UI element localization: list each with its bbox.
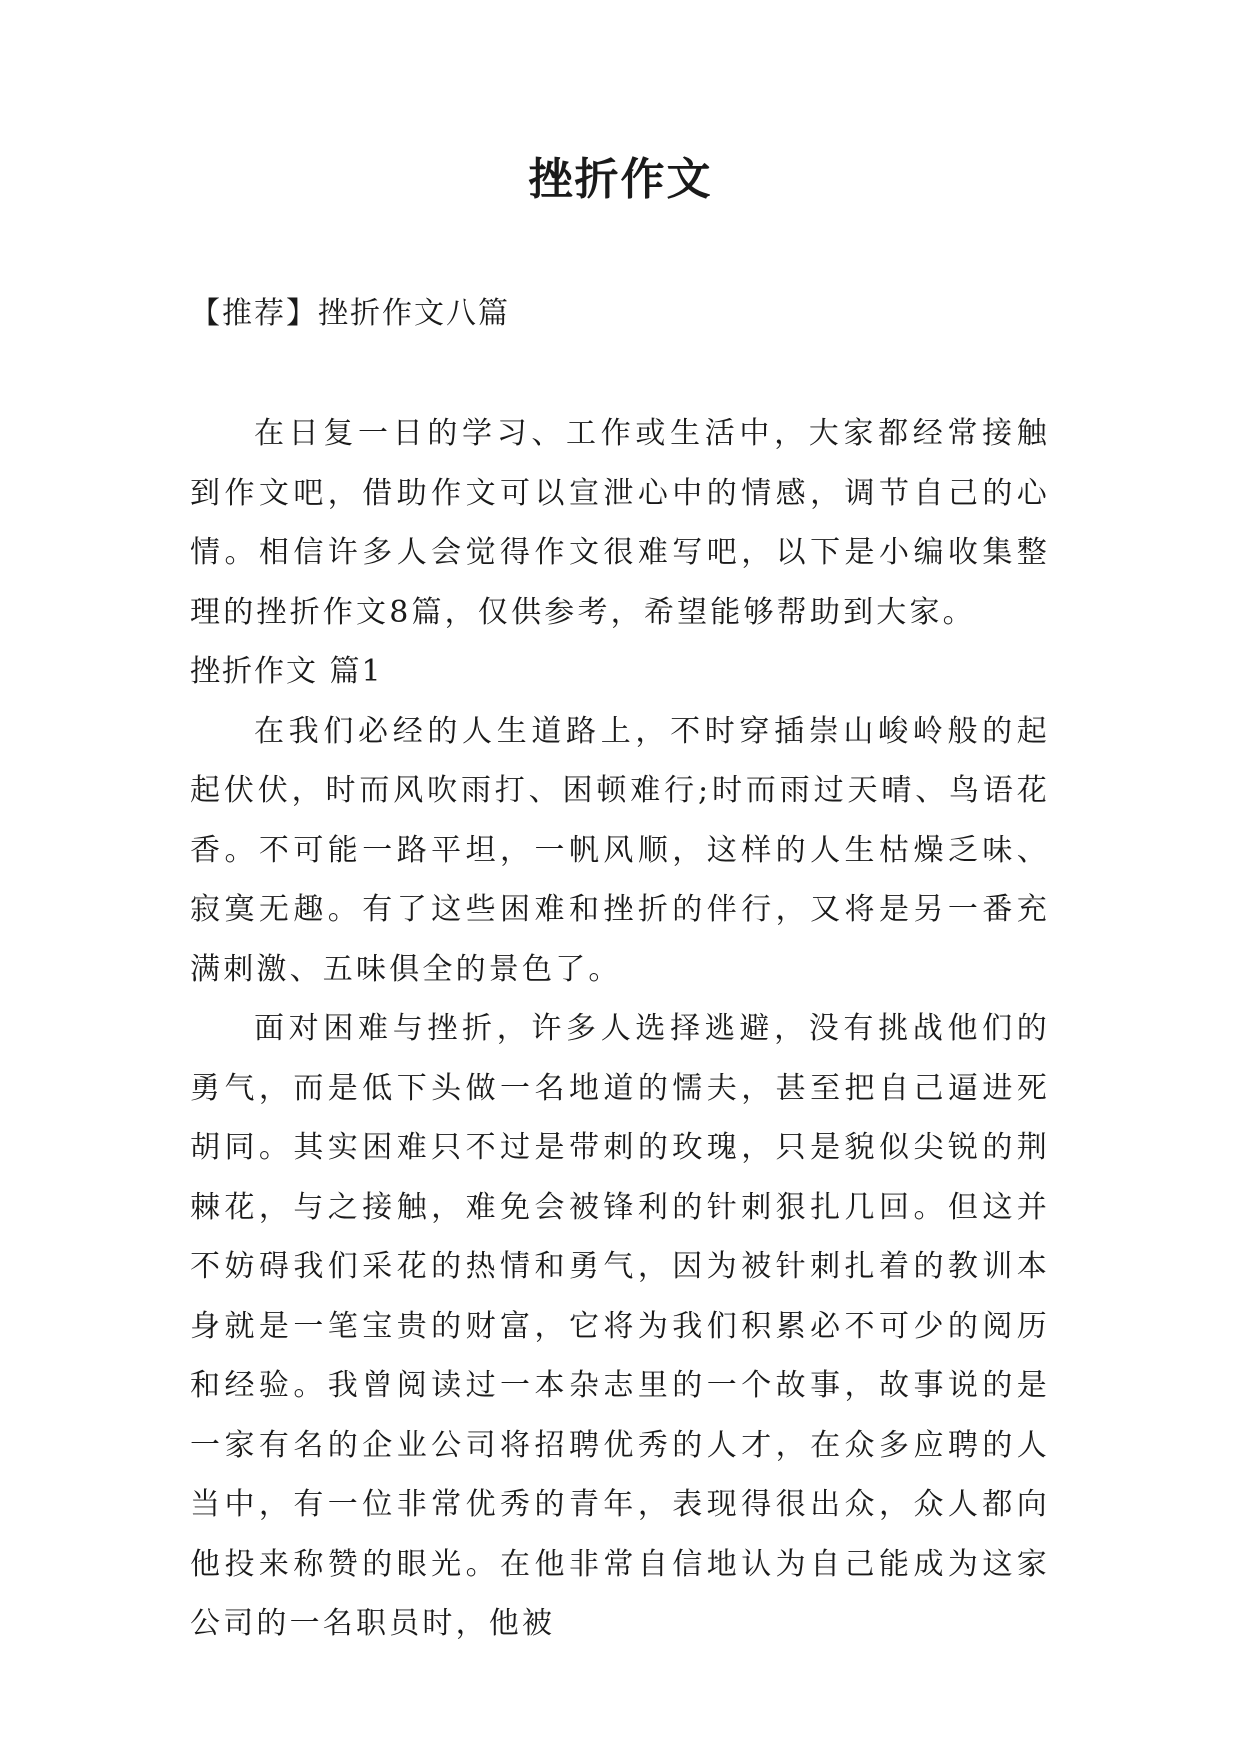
body-paragraph-1: 在我们必经的人生道路上，不时穿插崇山峻岭般的起起伏伏，时而风吹雨打、困顿难行;时而雨过天晴、鸟语花香。不可能一路平坦，一帆风顺，这样的人生枯燥乏味、寂寞无趣。有了这些困难和挫折的伴行，又将是另一番充满刺激、五味俱全的景色了。 xyxy=(190,713,1050,987)
intro-paragraph: 在日复一日的学习、工作或生活中，大家都经常接触到作文吧，借助作文可以宣泄心中的情感，调节自己的心情。相信许多人会觉得作文很难写吧，以下是小编收集整理的挫折作文8篇，仅供参考，希望能够帮助到大家。 xyxy=(190,416,1050,630)
document-title: 挫折作文 xyxy=(528,154,713,205)
body-paragraph-2: 面对困难与挫折，许多人选择逃避，没有挑战他们的勇气，而是低下头做一名地道的懦夫，甚至把自己逼进死胡同。其实困难只不过是带刺的玫瑰，只是貌似尖锐的荆棘花，与之接触，难免会被锋利的针刺狠扎几回。但这并不妨碍我们采花的热情和勇气，因为被针刺扎着的教训本身就是一笔宝贵的财富，它将为我们积累必不可少的阅历和经验。我曾阅读过一本杂志里的一个故事，故事说的是一家有名的企业公司将招聘优秀的人才，在众多应聘的人当中，有一位非常优秀的青年，表现得很出众，众人都向他投来称赞的眼光。在他非常自信地认为自己能成为这家公司的一名职员时，他被 xyxy=(190,1011,1050,1641)
document-subtitle: 【推荐】挫折作文八篇 xyxy=(190,296,510,331)
section-heading: 挫折作文 篇1 xyxy=(190,654,383,689)
document-body xyxy=(190,404,1050,1654)
